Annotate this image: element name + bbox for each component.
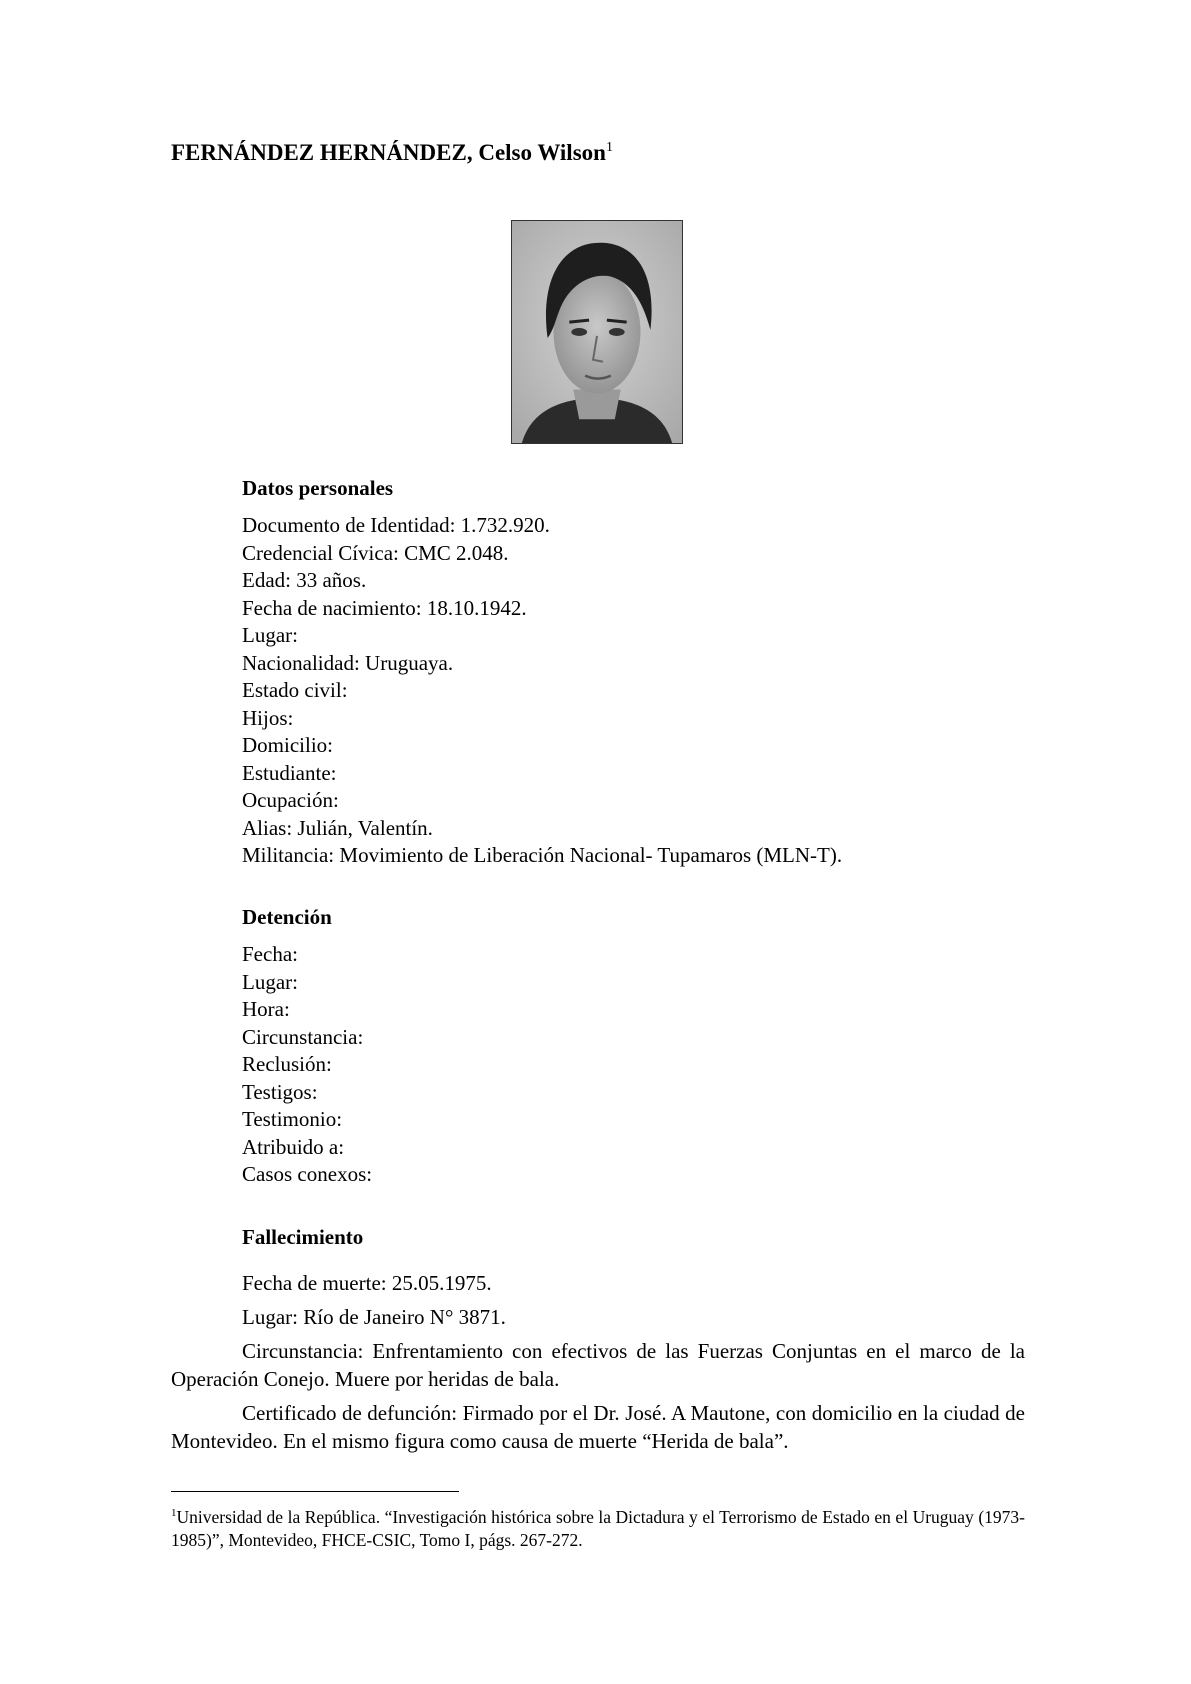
- datos-personales-list: [242, 512, 842, 870]
- field-line: Lugar:: [242, 623, 298, 647]
- section-heading: Detención: [242, 905, 332, 929]
- field-line: Reclusión:: [242, 1052, 332, 1076]
- datos-personales-section: [242, 474, 842, 870]
- field-line: Alias: Julián, Valentín.: [242, 815, 433, 840]
- detencion-list: [242, 941, 372, 1189]
- field-line: Hijos:: [242, 705, 294, 730]
- section-heading: Datos personales: [242, 476, 394, 500]
- footnote: [171, 1502, 1025, 1551]
- page-title: [171, 140, 613, 166]
- lugar-muerte: Lugar: Río de Janeiro N° 3871.: [242, 1305, 506, 1329]
- field-line: Estado civil:: [242, 678, 348, 702]
- field-line: Testimonio:: [242, 1107, 343, 1131]
- section-heading: Fallecimiento: [242, 1225, 364, 1249]
- fecha-muerte: Fecha de muerte: 25.05.1975.: [242, 1271, 492, 1295]
- footnote-reference: 1: [605, 140, 613, 155]
- field-line: Edad: 33 años.: [242, 568, 367, 592]
- field-line: Documento de Identidad: 1.732.920.: [242, 513, 550, 537]
- field-line: Atribuido a:: [242, 1134, 345, 1159]
- circunstancia-paragraph: Circunstancia: Enfrentamiento con efectivos de las Fuerzas Conjuntas en el marco de la Operación Conejo. Muere por heridas de bala.: [171, 1339, 1025, 1391]
- footnote-text: Universidad de la República. “Investigación histórica sobre la Dictadura y el Terrorismo de Estado en el Uruguay (1973-1985)”, Montevideo, FHCE-CSIC, Tomo I, págs. 267-272.: [171, 1507, 1025, 1550]
- footnote-divider: [171, 1491, 459, 1492]
- field-line: Casos conexos:: [242, 1162, 373, 1186]
- field-line: Circunstancia:: [242, 1024, 364, 1049]
- field-line: Militancia: Movimiento de Liberación Nacional- Tupamaros (MLN-T).: [242, 843, 843, 867]
- field-line: Lugar:: [242, 969, 298, 994]
- field-line: Testigos:: [242, 1079, 318, 1104]
- fallecimiento-section: [242, 1223, 363, 1251]
- field-line: Domicilio:: [242, 733, 333, 757]
- field-line: Fecha:: [242, 942, 298, 966]
- field-line: Nacionalidad: Uruguaya.: [242, 650, 454, 675]
- field-line: Hora:: [242, 997, 290, 1021]
- portrait-photo: [511, 220, 683, 444]
- field-line: Credencial Cívica: CMC 2.048.: [242, 540, 509, 565]
- footnote-marker: 1: [171, 1507, 177, 1519]
- field-line: Fecha de nacimiento: 18.10.1942.: [242, 595, 527, 620]
- certificado-paragraph: Certificado de defunción: Firmado por el Dr. José. A Mautone, con domicilio en la ciudad de Montevideo. En el mismo figura como causa de muerte “Herida de bala”.: [171, 1401, 1025, 1453]
- field-line: Estudiante:: [242, 760, 337, 785]
- detencion-section: [242, 903, 372, 1189]
- field-line: Ocupación:: [242, 788, 339, 812]
- person-name: FERNÁNDEZ HERNÁNDEZ, Celso Wilson: [171, 140, 606, 165]
